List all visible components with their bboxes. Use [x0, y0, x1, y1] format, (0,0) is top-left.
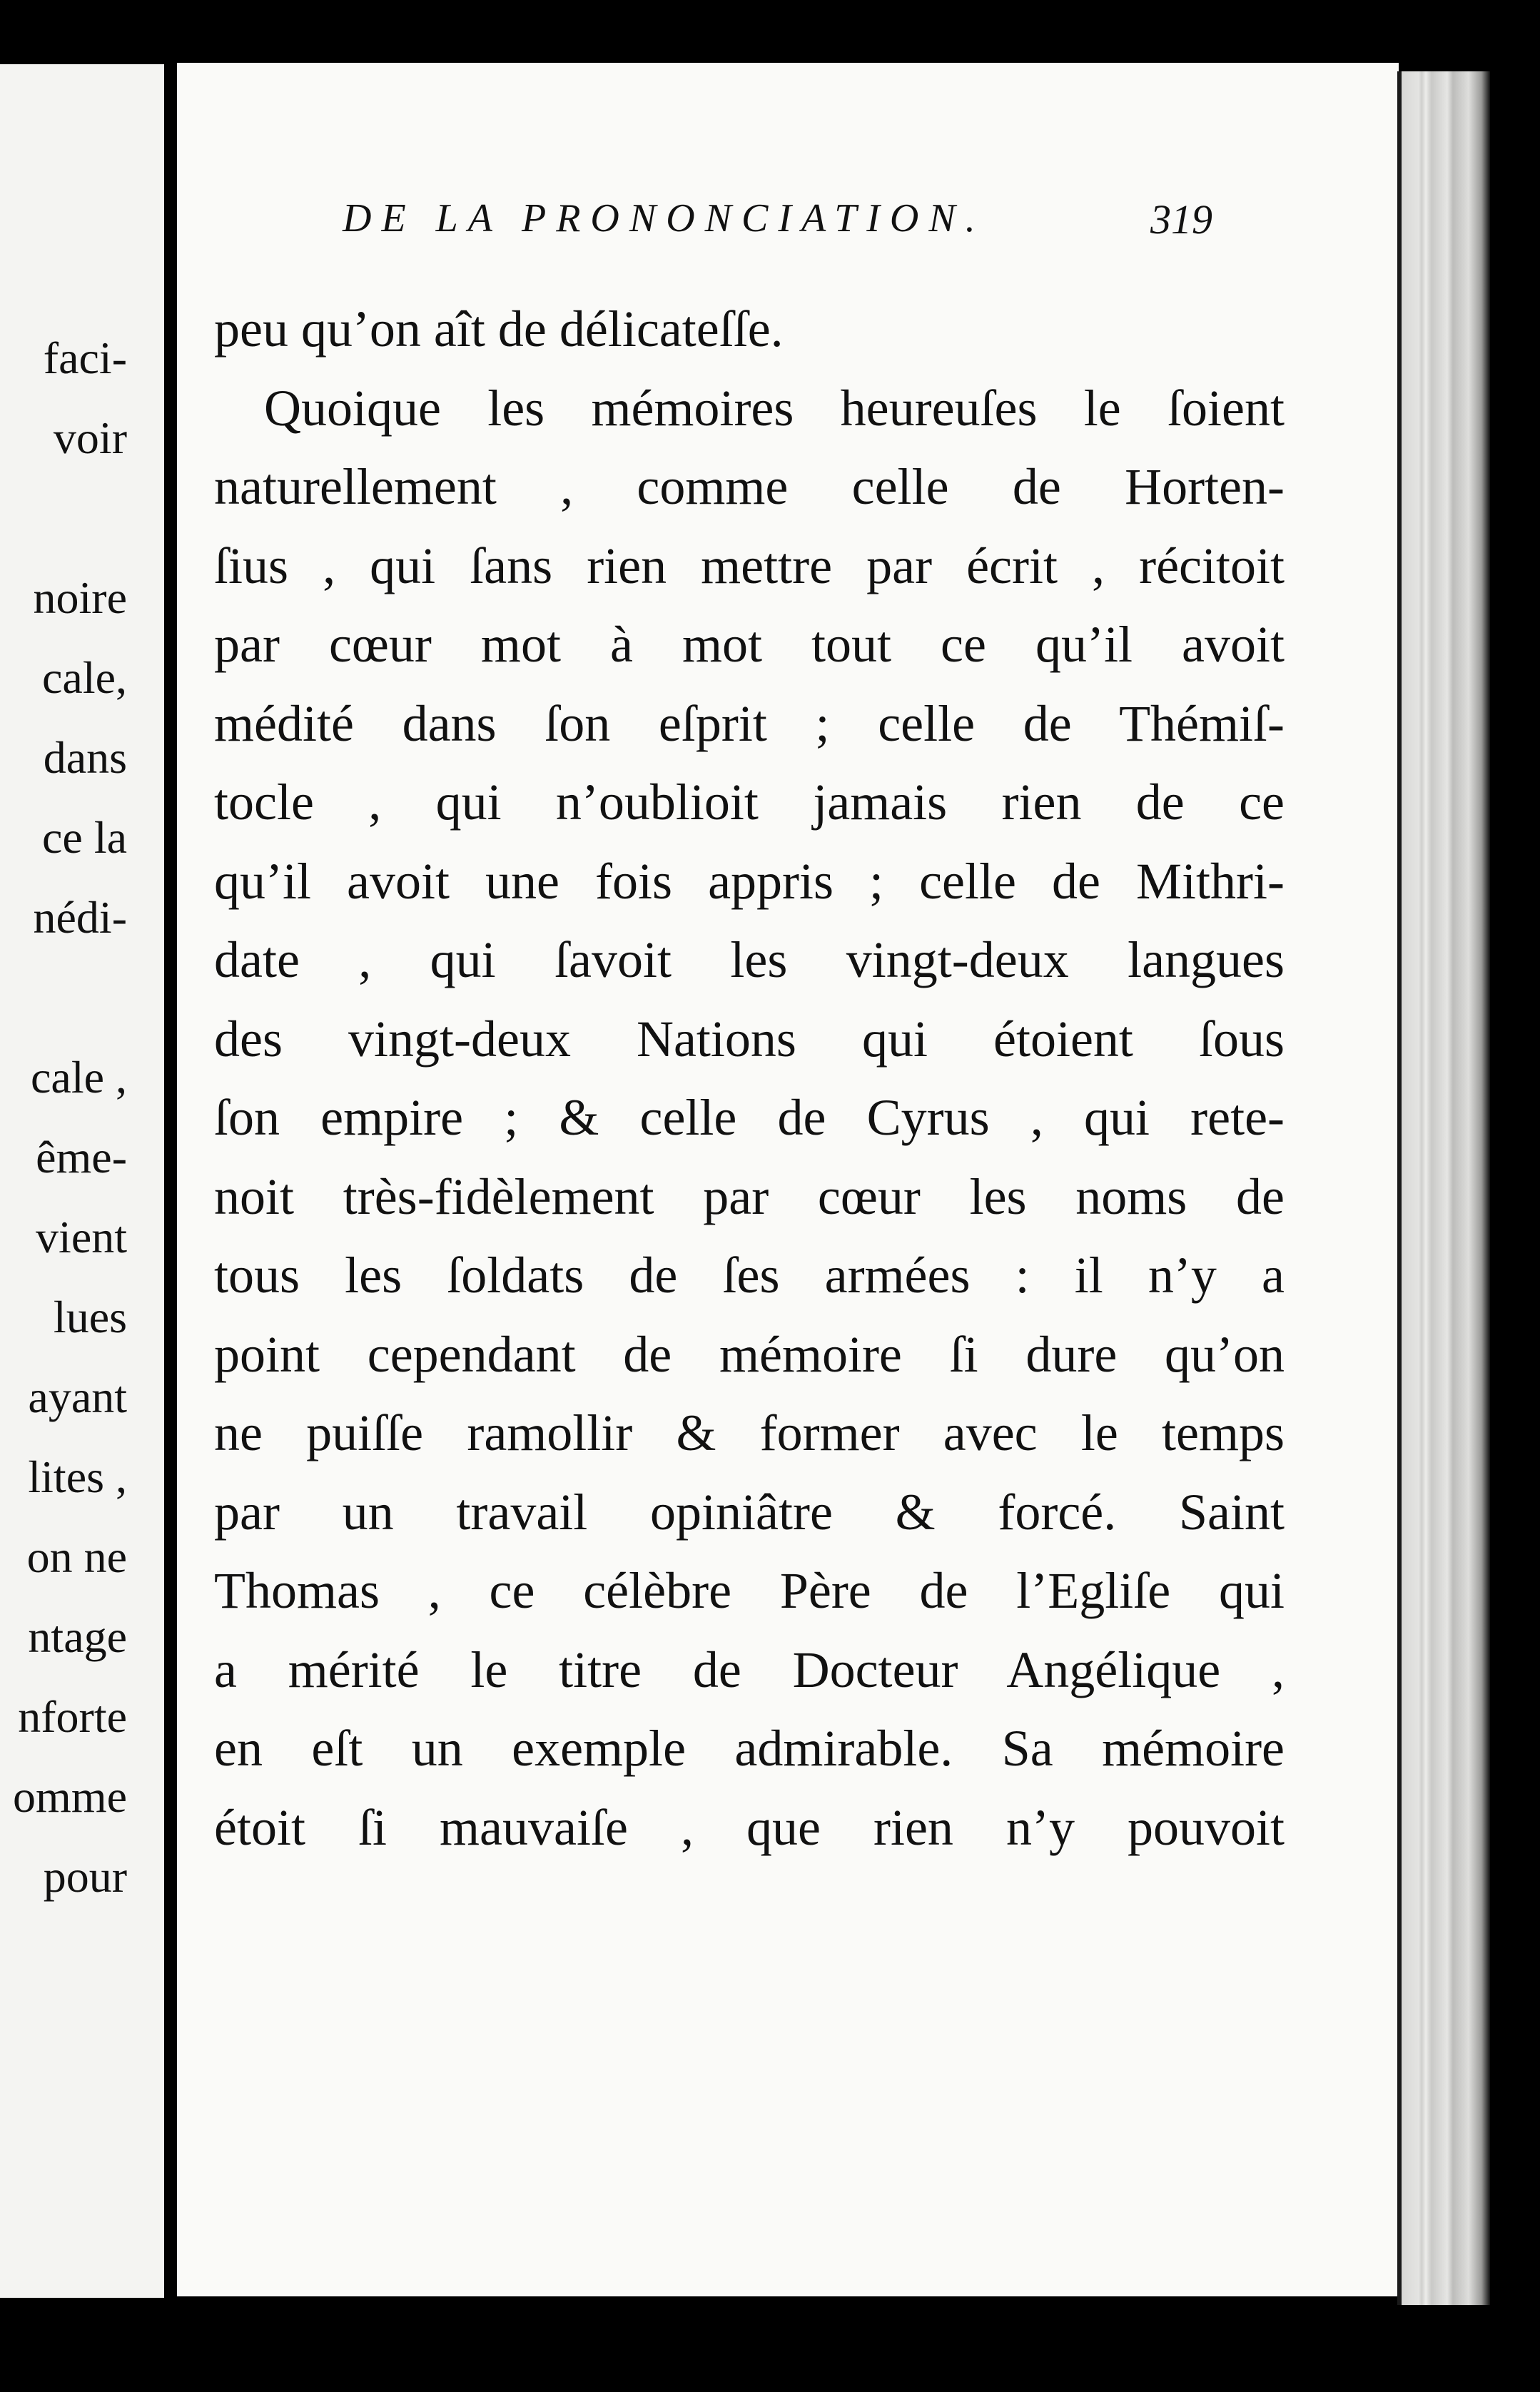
- previous-page-line: lites ,: [28, 1451, 127, 1502]
- previous-page-line: ayant: [28, 1372, 127, 1422]
- previous-page-line: vient: [36, 1212, 127, 1262]
- previous-page-line: lues: [53, 1292, 127, 1342]
- text-line: ſius , qui ſans rien mettre par écrit , récitoit: [214, 537, 1285, 594]
- page-edges: [1397, 71, 1490, 2305]
- previous-page-line: cale ,: [31, 1052, 127, 1103]
- previous-page-line: omme: [13, 1771, 127, 1822]
- previous-page-line: nédi-: [33, 892, 127, 943]
- text-line: qu’il avoit une fois appris ; celle de Mithri-: [214, 852, 1285, 910]
- previous-page-line: ce la: [42, 812, 127, 863]
- previous-page-line: pour: [43, 1851, 127, 1902]
- previous-page-line: dans: [43, 732, 127, 783]
- text-line: des vingt-deux Nations qui étoient ſous: [214, 1010, 1285, 1068]
- text-line: par cœur mot à mot tout ce qu’il avoit: [214, 616, 1285, 673]
- page-number: 319: [1150, 196, 1212, 243]
- previous-page-line: voir: [53, 412, 127, 463]
- previous-page-line: nforte: [18, 1691, 127, 1742]
- previous-page-line: [0, 478, 127, 558]
- previous-page-fragment: [0, 64, 164, 2298]
- text-line: étoit ſi mauvaiſe , que rien n’y pouvoit: [214, 1798, 1285, 1856]
- text-line: en eſt un exemple admirable. Sa mémoire: [214, 1720, 1285, 1777]
- book-page: [177, 63, 1399, 2296]
- previous-page-line: ême-: [36, 1132, 127, 1182]
- text-line: peu qu’on aît de délicateſſe.: [214, 300, 784, 358]
- text-line: a mérité le titre de Docteur Angélique ,: [214, 1641, 1285, 1698]
- text-line: Thomas , ce célèbre Père de l’Egliſe qui: [214, 1562, 1285, 1619]
- previous-page-line: faci-: [43, 333, 127, 383]
- text-line: ſon empire ; & celle de Cyrus , qui rete-: [214, 1089, 1285, 1146]
- previous-page-line: cale,: [42, 652, 127, 703]
- text-line: ne puiſſe ramollir & former avec le temps: [214, 1404, 1285, 1461]
- text-line: médité dans ſon eſprit ; celle de Thémiſ-: [214, 694, 1285, 752]
- body-text: [214, 290, 1285, 1867]
- text-line: point cependant de mémoire ſi dure qu’on: [214, 1325, 1285, 1383]
- previous-page-line: [0, 958, 127, 1038]
- text-line: naturellement , comme celle de Horten-: [214, 458, 1285, 515]
- text-line: noit très-fidèlement par cœur les noms de: [214, 1167, 1285, 1225]
- previous-page-text: [0, 318, 127, 1917]
- text-line: tous les ſoldats de ſes armées : il n’y a: [214, 1247, 1285, 1304]
- text-line: Quoique les mémoires heureuſes le ſoient: [264, 379, 1285, 437]
- previous-page-line: noire: [33, 572, 127, 623]
- text-line: tocle , qui n’oublioit jamais rien de ce: [214, 774, 1285, 831]
- previous-page-line: ntage: [28, 1611, 127, 1662]
- previous-page-line: on ne: [26, 1531, 127, 1582]
- running-head: DE LA PRONONCIATION.: [343, 196, 986, 240]
- text-line: date , qui ſavoit les vingt-deux langues: [214, 931, 1285, 988]
- text-line: par un travail opiniâtre & forcé. Saint: [214, 1483, 1285, 1541]
